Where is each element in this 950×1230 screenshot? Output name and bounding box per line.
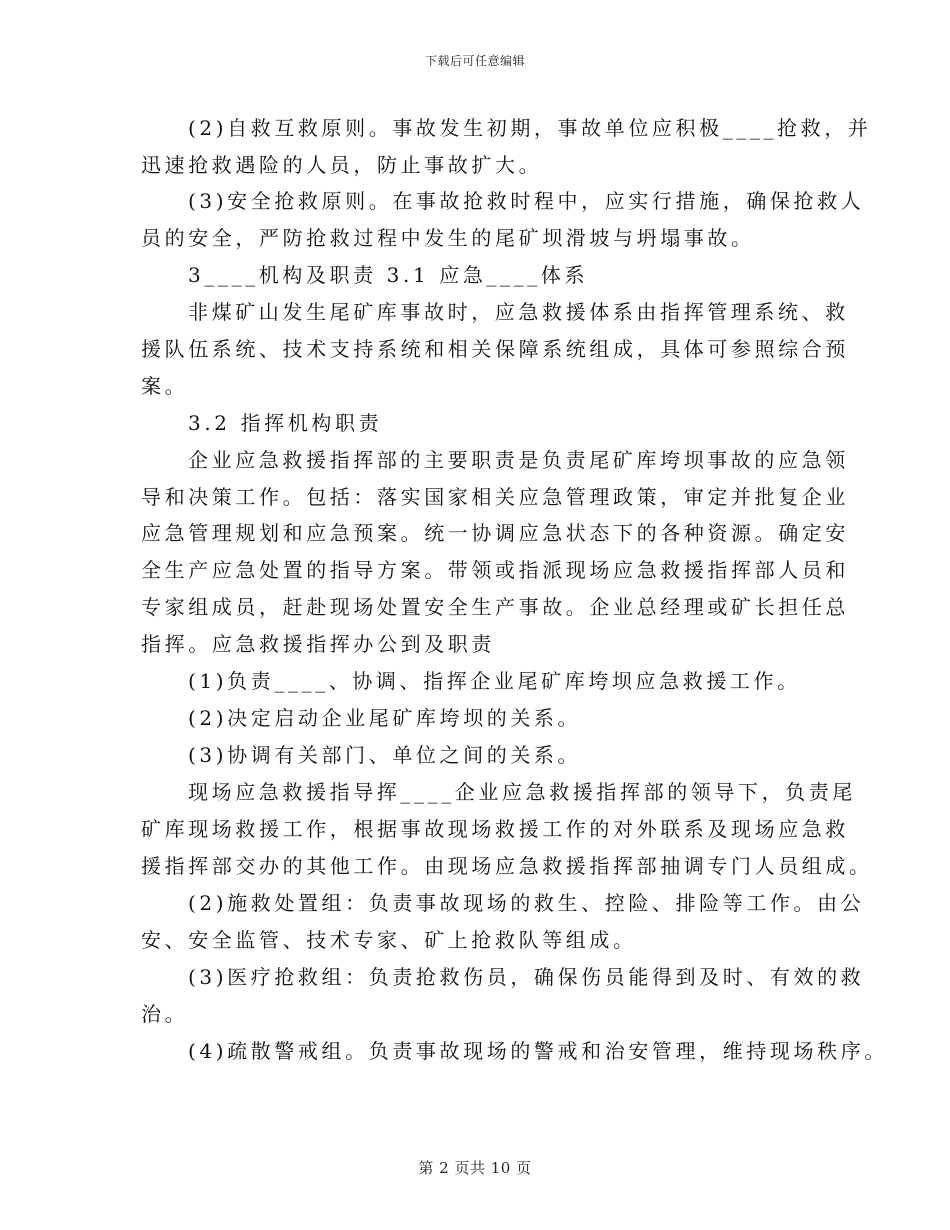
paragraph-line: 指挥。应急救援指挥办公到及职责: [141, 632, 495, 656]
paragraph-line: 专家组成员，赶赴现场处置安全生产事故。企业总经理或矿长担任总: [141, 595, 849, 619]
paragraph-line: (1)负责____、协调、指挥企业尾矿库垮坝应急救援工作。: [188, 669, 801, 693]
paragraph-line: (3)医疗抢救组：负责抢救伤员，确保伤员能得到及时、有效的救: [188, 965, 865, 989]
paragraph-line: 企业应急救援指挥部的主要职责是负责尾矿库垮坝事故的应急领: [188, 448, 849, 472]
paragraph-line: 治。: [141, 1002, 189, 1026]
paragraph-line: (3)协调有关部门、单位之间的关系。: [188, 743, 582, 767]
paragraph-line: 现场应急救援指导挥____企业应急救援指挥部的领导下，负责尾: [188, 780, 856, 804]
paragraph-line: 案。: [141, 374, 189, 398]
paragraph-line: 应急管理规划和应急预案。统一协调应急状态下的各种资源。确定安: [141, 521, 849, 545]
paragraph-line: (2)施救处置组：负责事故现场的救生、控险、排险等工作。由公: [188, 891, 865, 915]
paragraph-line: 员的安全，严防抢救过程中发生的尾矿坝滑坡与坍塌事故。: [141, 226, 755, 250]
page-footer: 第 2 页共 10 页: [418, 1159, 532, 1177]
paragraph-line: 援队伍系统、技术支持系统和相关保障系统组成，具体可参照综合预: [141, 337, 849, 361]
paragraph-line: (3)安全抢救原则。在事故抢救时程中，应实行措施，确保抢救人: [188, 189, 865, 213]
page-header: 下载后可任意编辑: [424, 54, 525, 68]
paragraph-line: 矿库现场救援工作，根据事故现场救援工作的对外联系及现场应急救: [141, 817, 849, 841]
paragraph-line: (2)自救互救原则。事故发生初期，事故单位应积极____抢救，并: [188, 116, 872, 140]
section-heading: 3____机构及职责 3.1 应急____体系: [188, 263, 589, 287]
paragraph-line: 全生产应急处置的指导方案。带领或指派现场应急救援指挥部人员和: [141, 558, 849, 582]
paragraph-line: (2)决定启动企业尾矿库垮坝的关系。: [188, 706, 582, 730]
section-heading: 3.2 指挥机构职责: [188, 411, 383, 435]
paragraph-line: 迅速抢救遇险的人员，防止事故扩大。: [141, 153, 543, 177]
paragraph-line: 安、安全监管、技术专家、矿上抢救队等组成。: [141, 928, 637, 952]
paragraph-line: (4)疏散警戒组。负责事故现场的警戒和治安管理，维持现场秩序。: [188, 1039, 888, 1063]
paragraph-line: 导和决策工作。包括：落实国家相关应急管理政策，审定并批复企业: [141, 485, 849, 509]
paragraph-line: 援指挥部交办的其他工作。由现场应急救援指挥部抽调专门人员组成。: [141, 854, 873, 878]
paragraph-line: 非煤矿山发生尾矿库事故时，应急救援体系由指挥管理系统、救: [188, 300, 849, 324]
